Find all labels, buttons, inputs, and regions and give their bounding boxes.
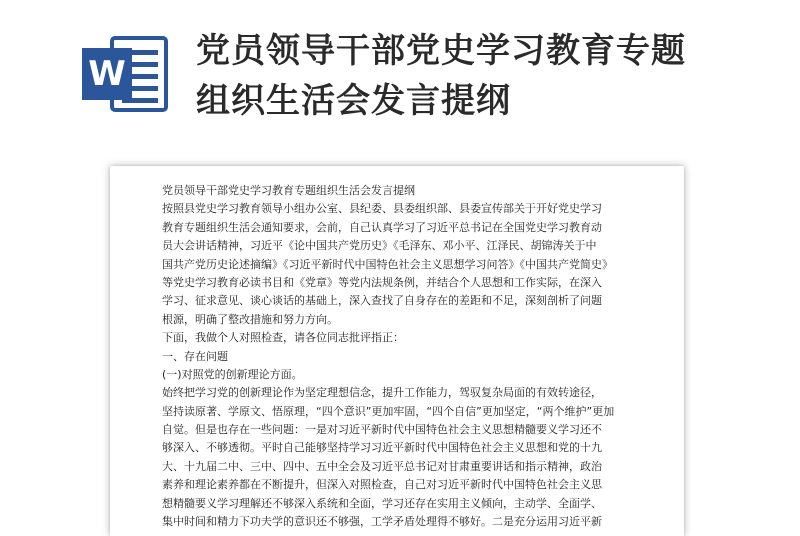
document-line: 想精髓要义学习理解还不够深入系统和全面，学习还存在实用主义倾向，主动学、全面学、 xyxy=(162,496,602,510)
document-page xyxy=(110,166,684,536)
document-line: 等党史学习教育必读书目和《党章》等党内法规条例，并结合个人思想和工作实际，在深入 xyxy=(162,275,602,289)
document-line: 大、十九届二中、三中、四中、五中全会及习近平总书记对甘肃重要讲话和指示精神，政治 xyxy=(162,459,602,473)
document-line: 集中时间和精力下功夫学的意识还不够强，工学矛盾处理得不够好。二是充分运用习近平新 xyxy=(162,515,602,529)
page-title-line-2: 组织生活会发言提纲 xyxy=(196,81,511,121)
document-line: 始终把学习党的创新理论作为坚定理想信念，提升工作能力，驾驭复杂局面的有效转途径， xyxy=(162,386,602,400)
document-line: 自觉。但是也存在一些问题：一是对习近平新时代中国特色社会主义思想精髓要义学习还不 xyxy=(162,423,602,437)
document-line: 国共产党历史论述摘编》《习近平新时代中国特色社会主义思想学习问答》《中国共产党简史》 xyxy=(162,257,613,271)
document-line: 根源，明确了整改措施和努力方向。 xyxy=(162,312,338,326)
document-line: 一、存在问题 xyxy=(162,349,228,363)
document-line: 素养和理论素养都在不断提升，但深入对照检查，自己对习近平新时代中国特色社会主义思 xyxy=(162,478,602,492)
word-document-icon xyxy=(78,32,174,116)
document-line: (一)对照党的创新理论方面。 xyxy=(162,367,303,381)
document-line: 员大会讲话精神，习近平《论中国共产党历史》《毛泽东、邓小平、江泽民、胡锦涛关于中 xyxy=(162,239,597,253)
document-line: 教育专题组织生活会通知要求，会前，自己认真学习了习近平总书记在全国党史学习教育动 xyxy=(162,220,602,234)
document-title-line: 党员领导干部党史学习教育专题组织生活会发言提纲 xyxy=(162,184,415,197)
document-line: 够深入、不够透彻。平时自己能够坚持学习习近平新时代中国特色社会主义思想和党的十九 xyxy=(162,441,602,455)
page-title-line-1: 党员领导干部党史学习教育专题 xyxy=(196,31,686,71)
document-line: 下面，我做个人对照检查，请各位同志批评指正： xyxy=(162,331,404,345)
document-line: 按照县党史学习教育领导小组办公室、县纪委、县委组织部、县委宣传部关于开好党史学习 xyxy=(162,202,602,216)
page-header xyxy=(0,0,800,160)
document-body xyxy=(162,182,644,531)
document-line: 学习、征求意见、谈心谈话的基础上，深入查找了自身存在的差距和不足，深刻剖析了问题 xyxy=(162,294,602,308)
word-icon-letter: W xyxy=(88,54,126,94)
document-line: 坚持读原著、学原文、悟原理，“四个意识”更加牢固，“四个自信”更加坚定，“两个维护”更加 xyxy=(162,404,615,418)
